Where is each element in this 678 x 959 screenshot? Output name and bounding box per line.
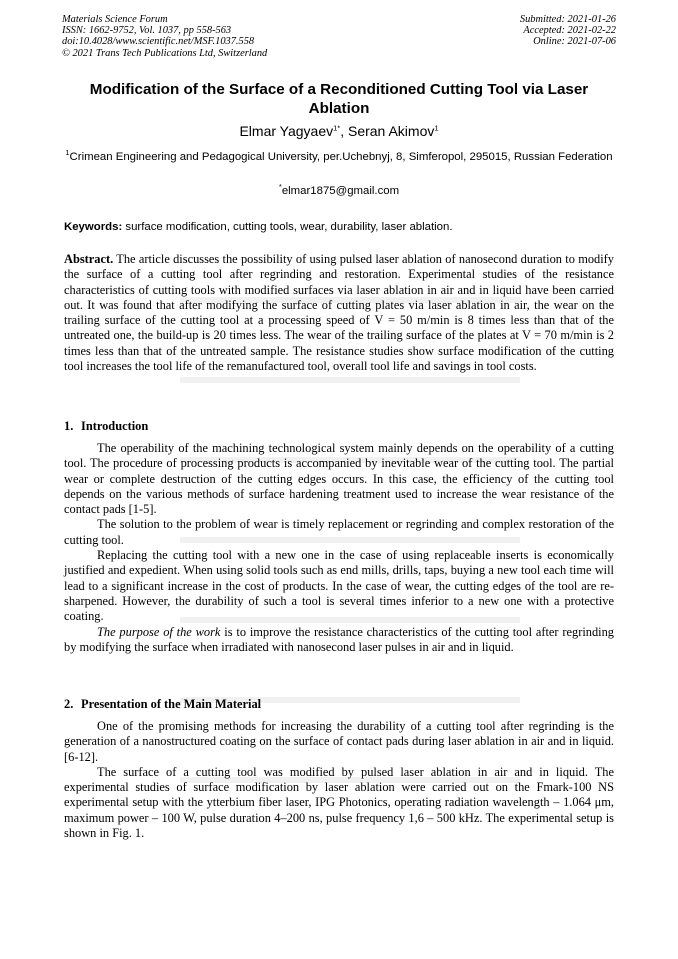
paragraph-text: is to improve the resistance characteristics of the cutting tool after regrinding by modifying the surface when irradiated with nanosecond laser pulses in air and in liquid. bbox=[64, 624, 614, 654]
abstract-label: Abstract. bbox=[64, 252, 114, 266]
paragraph: The surface of a cutting tool was modified by pulsed laser ablation in air and in liquid. The experimental studies of surface modification by laser ablation were carried out on the Fmark-100 NS experimental setup with the ytterbium fiber laser, IPG Photonics, operating radiation wavelength – 1.064 μm, maximum power – 100 W, pulse duration 4–200 ns, pulse frequency 1,6 – 500 kHz. The experimental setup is shown in Fig. 1. bbox=[64, 764, 614, 841]
email-address[interactable]: elmar1875@gmail.com bbox=[281, 185, 400, 197]
author-separator: , bbox=[340, 123, 348, 139]
section-title: Introduction bbox=[81, 419, 149, 433]
paper-title: Modification of the Surface of a Reconditioned Cutting Tool via Laser Ablation bbox=[89, 81, 589, 117]
email-superscript: * bbox=[278, 182, 282, 192]
author-line bbox=[62, 123, 616, 139]
paragraph: The operability of the machining technological system mainly depends on the operability of a cutting tool. The procedure of processing products is accompanied by inevitable wear of the cutting tool. The partial wear or complete destruction of the cutting edges occurs. In this case, the efficiency of the cutting tool depends on the various methods of surface hardening treatment used to increase the wear resistance of the contact pads [1-5]. bbox=[64, 441, 614, 517]
accepted-date: Accepted: 2021-02-22 bbox=[523, 25, 616, 37]
keywords-text: surface modification, cutting tools, wear, durability, laser ablation. bbox=[122, 221, 453, 233]
corresponding-email bbox=[62, 182, 616, 197]
header-right bbox=[520, 14, 616, 48]
abstract bbox=[64, 252, 614, 374]
emphasis-text: The purpose of the work bbox=[97, 624, 221, 639]
affiliation-text: Crimean Engineering and Pedagogical University, per.Uchebnyj, 8, Simferopol, 295015, Russian Federation bbox=[69, 151, 613, 163]
author-superscript: 1 bbox=[434, 123, 439, 133]
section-body-introduction bbox=[64, 441, 614, 655]
abstract-text: The article discusses the possibility of using pulsed laser ablation of nanosecond duration to modify the surface of a cutting tool after regrinding and restoration. Experimental studies of the resistance characteristics of cutting tools with modified surfaces via laser ablation in air and in liquid have been carried out. It was found that after modifying the surface of cutting plates via laser ablation in air, the wear on the trailing surface of the cutting tool at a processing speed of V = 50 m/min is 8 times less than that of the untreated one, the build-up is 20 times less. The wear of the trailing surface of the plates at V = 70 m/min is 2 times less than that of the untreated sample. The resistance studies show surface modification of the cutting tool increases the tool life of the remanufactured tool, overall tool life and savings in tool costs. bbox=[64, 252, 614, 374]
section-title: Presentation of the Main Material bbox=[81, 697, 262, 711]
section-heading bbox=[64, 697, 261, 712]
paragraph bbox=[64, 625, 614, 656]
keywords-label: Keywords: bbox=[64, 221, 123, 233]
online-date: Online: 2021-07-06 bbox=[533, 36, 616, 48]
author-superscript: 1* bbox=[333, 123, 341, 133]
paragraph: Replacing the cutting tool with a new one in the case of using replaceable inserts is economically justified and expedient. When using solid tools such as end mills, drills, taps, buying a new tool each time will lead to a significant increase in the cost of products. In the case of wear, the cutting edges of the tool are re-sharpened. However, the durability of such a tool is several times inferior to a new one with a protective coating. bbox=[64, 548, 614, 624]
header-left bbox=[62, 14, 267, 59]
copyright-line: © 2021 Trans Tech Publications Ltd, Switzerland bbox=[62, 47, 268, 59]
author-name: Elmar Yagyaev bbox=[239, 123, 334, 139]
affiliation-superscript: 1 bbox=[65, 148, 70, 158]
submitted-date: Submitted: 2021-01-26 bbox=[519, 14, 616, 25]
doi-line[interactable]: doi:10.4028/www.scientific.net/MSF.1037.558 bbox=[62, 36, 255, 48]
author-name: Seran Akimov bbox=[347, 123, 435, 139]
section-body-main-material bbox=[64, 719, 614, 841]
section-number: 2. bbox=[64, 697, 74, 711]
journal-name: Materials Science Forum bbox=[62, 14, 168, 25]
keywords bbox=[64, 221, 616, 233]
section-heading bbox=[64, 419, 148, 434]
affiliation bbox=[62, 150, 616, 165]
paragraph: The solution to the problem of wear is timely replacement or regrinding and complex restoration of the cutting tool. bbox=[64, 517, 614, 547]
section-number: 1. bbox=[64, 419, 74, 433]
issn-line: ISSN: 1662-9752, Vol. 1037, pp 558-563 bbox=[62, 25, 232, 37]
paragraph: One of the promising methods for increasing the durability of a cutting tool after regrinding is the generation of a nanostructured coating on the surface of contact pads during laser ablation in air and in liquid. [6-12]. bbox=[64, 719, 614, 764]
